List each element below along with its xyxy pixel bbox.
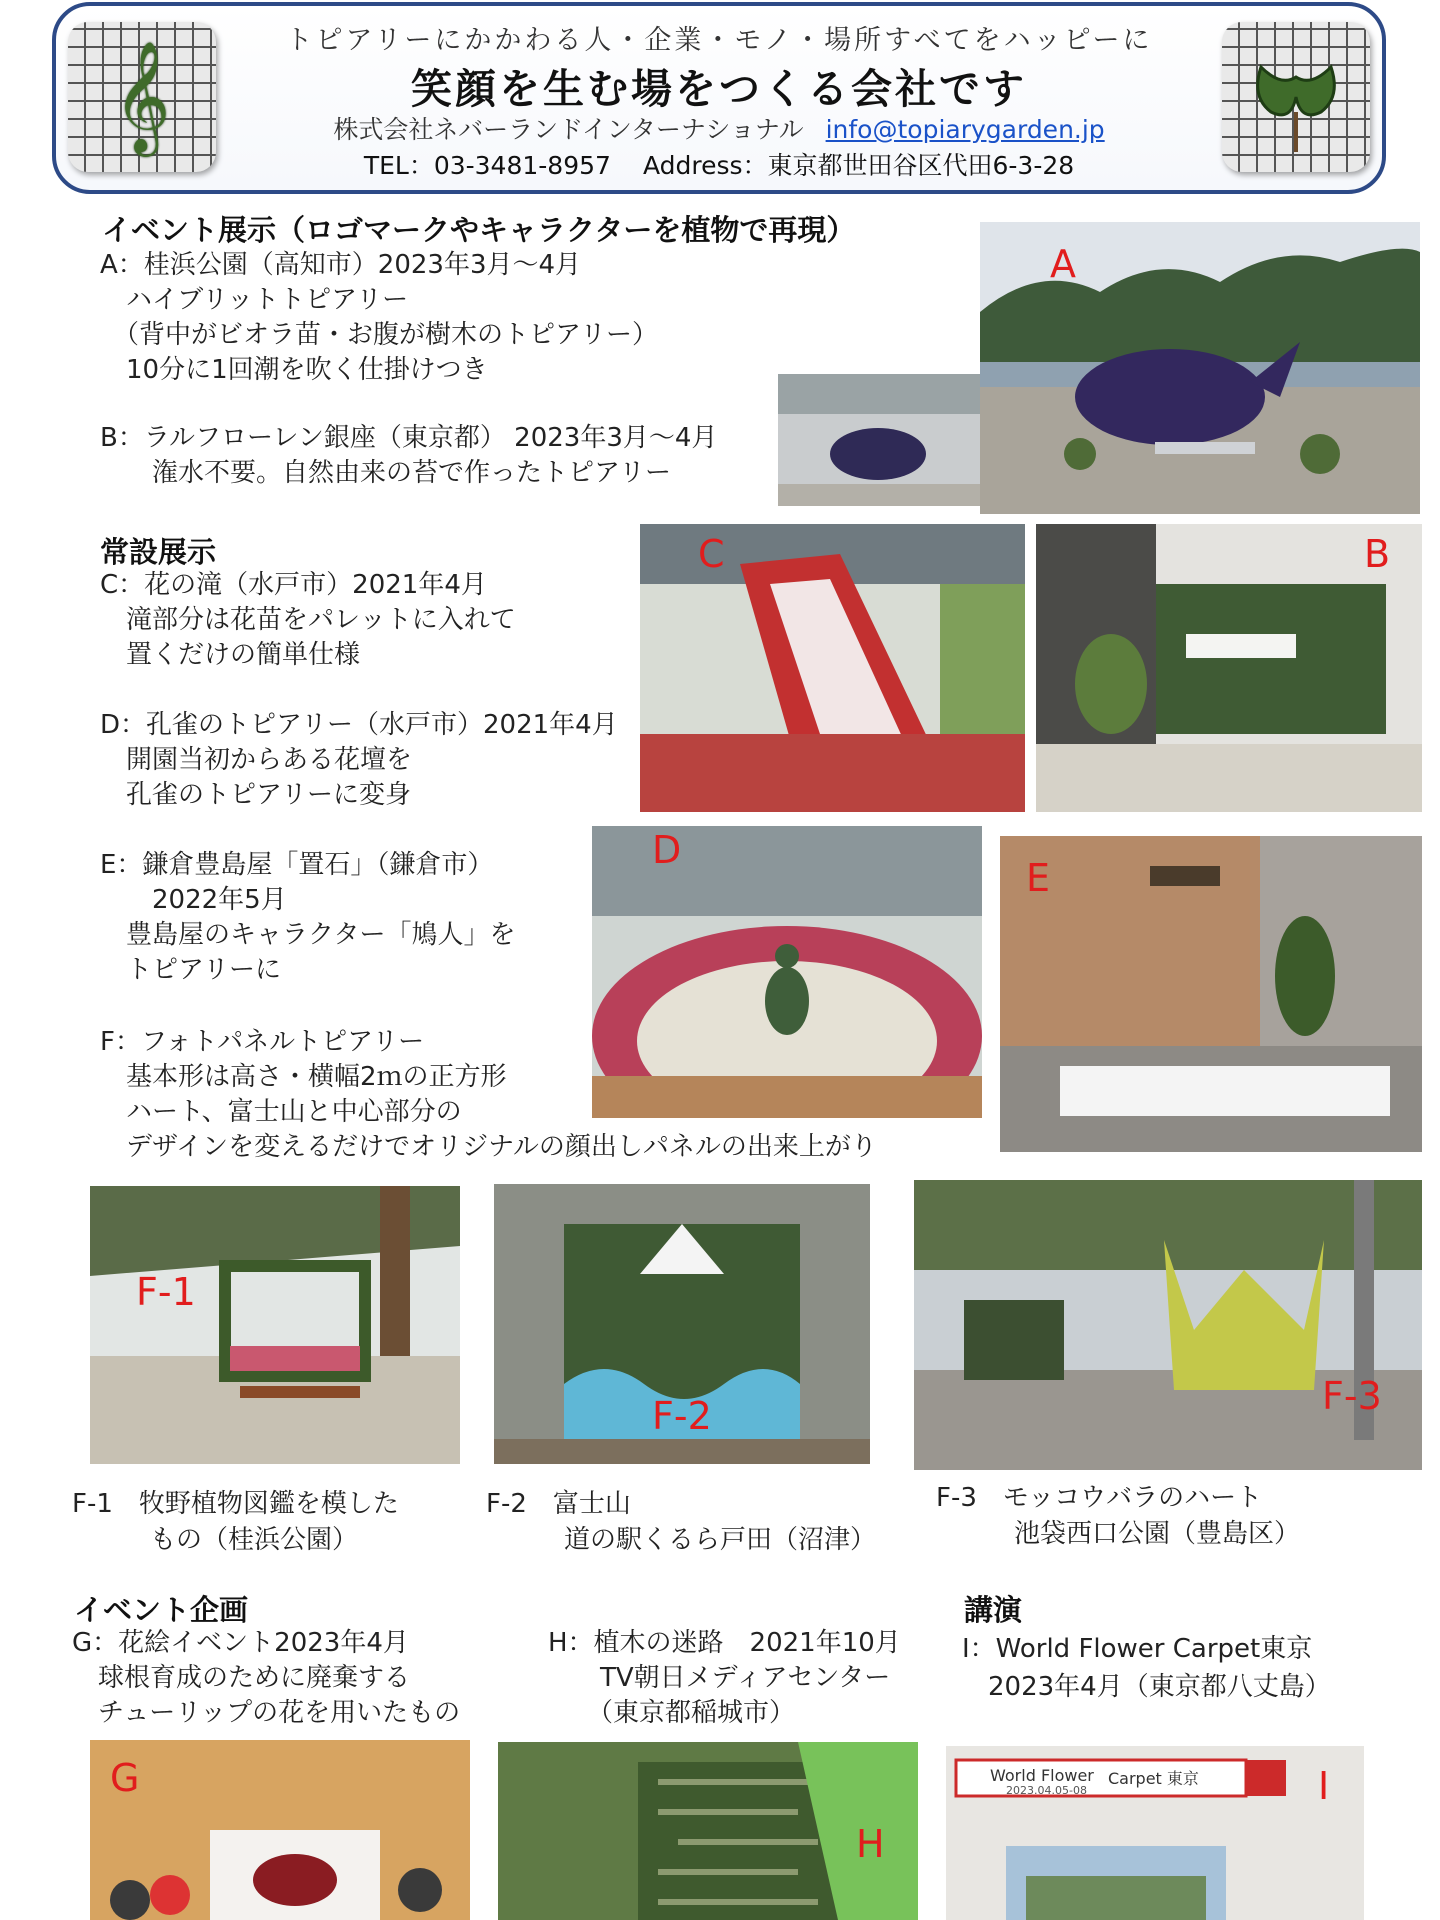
sign-date: 2023.04.05-08 bbox=[1006, 1784, 1087, 1797]
photo-b-inset bbox=[778, 374, 980, 506]
photo-h bbox=[498, 1742, 918, 1920]
sign-line1: World Flower bbox=[990, 1766, 1094, 1785]
photo-c-label: C bbox=[698, 532, 725, 576]
sign-line2: Carpet 東京 bbox=[1108, 1769, 1199, 1788]
photo-f2-label: F-2 bbox=[652, 1394, 712, 1438]
photo-d-label: D bbox=[652, 828, 682, 872]
photo-h-label: H bbox=[856, 1822, 885, 1866]
photo-f3 bbox=[914, 1180, 1422, 1470]
headline: 笑顔を生む場をつくる会社です bbox=[411, 65, 1027, 113]
item-c-text: C：花の滝（水戸市）2021年4月 滝部分は花苗をパレットに入れて 置くだけの簡単仕様 bbox=[100, 570, 516, 670]
header-banner bbox=[52, 2, 1386, 194]
photo-d bbox=[592, 826, 982, 1118]
item-d-text: D：孔雀のトピアリー（水戸市）2021年4月 開園当初からある花壇を 孔雀のトピアリーに変身 bbox=[100, 710, 618, 810]
photo-e bbox=[1000, 836, 1422, 1152]
photo-e-scene bbox=[1000, 836, 1422, 1152]
event-exhibit-title: イベント展示（ロゴマークやキャラクターを植物で再現） bbox=[102, 213, 856, 247]
photo-b bbox=[1036, 524, 1422, 812]
item-e-text: E：鎌倉豊島屋「置石」（鎌倉市） 2022年5月 豊島屋のキャラクター「鳩人」を トピアリーに bbox=[100, 850, 516, 985]
caption-f3: F-3 モッコウバラのハート 池袋西口公園（豊島区） bbox=[936, 1483, 1301, 1549]
caption-f2: F-2 富士山 道の駅くるら戸田（沼津） bbox=[486, 1489, 877, 1555]
treble-clef-topiary-icon: 𝄞 bbox=[113, 40, 171, 152]
company-row bbox=[56, 110, 1382, 146]
item-b-text: B：ラルフローレン銀座（東京都） 2023年3月～4月 潅水不要。自然由来の苔で作ったトピアリー bbox=[100, 423, 718, 488]
photo-g bbox=[90, 1740, 470, 1920]
permanent-title: 常設展示 bbox=[100, 535, 217, 569]
photo-h-scene bbox=[498, 1742, 918, 1920]
photo-d-scene bbox=[592, 826, 982, 1118]
photo-a bbox=[980, 222, 1420, 514]
event-planning-title: イベント企画 bbox=[74, 1593, 249, 1627]
email-link[interactable]: info@topiarygarden.jp bbox=[825, 115, 1105, 144]
photo-b-inset-scene bbox=[778, 374, 980, 506]
photo-g-scene bbox=[90, 1740, 470, 1920]
item-a-text: A：桂浜公園（高知市）2023年3月～4月 ハイブリットトピアリー （背中がビオラ苗・お腹が樹木のトピアリー） 10分に1回潮を吹く仕掛けつき bbox=[100, 250, 658, 385]
company-name: 株式会社ネバーランドインターナショナル bbox=[333, 115, 804, 144]
photo-i-label: I bbox=[1318, 1764, 1330, 1808]
item-i-text: I：World Flower Carpet東京 2023年4月（東京都八丈島） bbox=[962, 1634, 1331, 1702]
photo-a-label: A bbox=[1050, 242, 1076, 286]
item-h-text: H：植木の迷路 2021年10月 TV朝日メディアセンター （東京都稲城市） bbox=[548, 1628, 901, 1728]
address: Address：東京都世田谷区代田6-3-28 bbox=[642, 151, 1075, 180]
photo-f1-scene bbox=[90, 1186, 460, 1464]
photo-e-label: E bbox=[1026, 856, 1051, 900]
photo-b-label: B bbox=[1364, 532, 1391, 576]
caption-f1: F-1 牧野植物図鑑を模した もの（桂浜公園） bbox=[72, 1489, 399, 1555]
photo-f3-label: F-3 bbox=[1322, 1374, 1382, 1418]
tagline: トピアリーにかかわる人・企業・モノ・場所すべてをハッピーに bbox=[285, 25, 1153, 56]
item-f-text: F：フォトパネルトピアリー 基本形は高さ・横幅2ｍの正方形 ハート、富士山と中心部分の デザインを変えるだけでオリジナルの顔出しパネルの出来上がり bbox=[100, 1027, 877, 1162]
photo-i bbox=[946, 1746, 1364, 1920]
tel: TEL：03-3481-8957 bbox=[363, 151, 611, 180]
photo-a-scene bbox=[980, 222, 1420, 514]
contact-row bbox=[56, 146, 1382, 182]
item-g-text: G：花絵イベント2023年4月 球根育成のために廃棄する チューリップの花を用いたもの bbox=[72, 1628, 461, 1728]
photo-f1 bbox=[90, 1186, 460, 1464]
photo-c bbox=[640, 524, 1025, 812]
photo-f2 bbox=[494, 1184, 870, 1464]
lecture-title: 講演 bbox=[964, 1593, 1023, 1627]
photo-f1-label: F-1 bbox=[136, 1270, 196, 1314]
photo-g-label: G bbox=[110, 1756, 140, 1800]
photo-f3-scene bbox=[914, 1180, 1422, 1470]
